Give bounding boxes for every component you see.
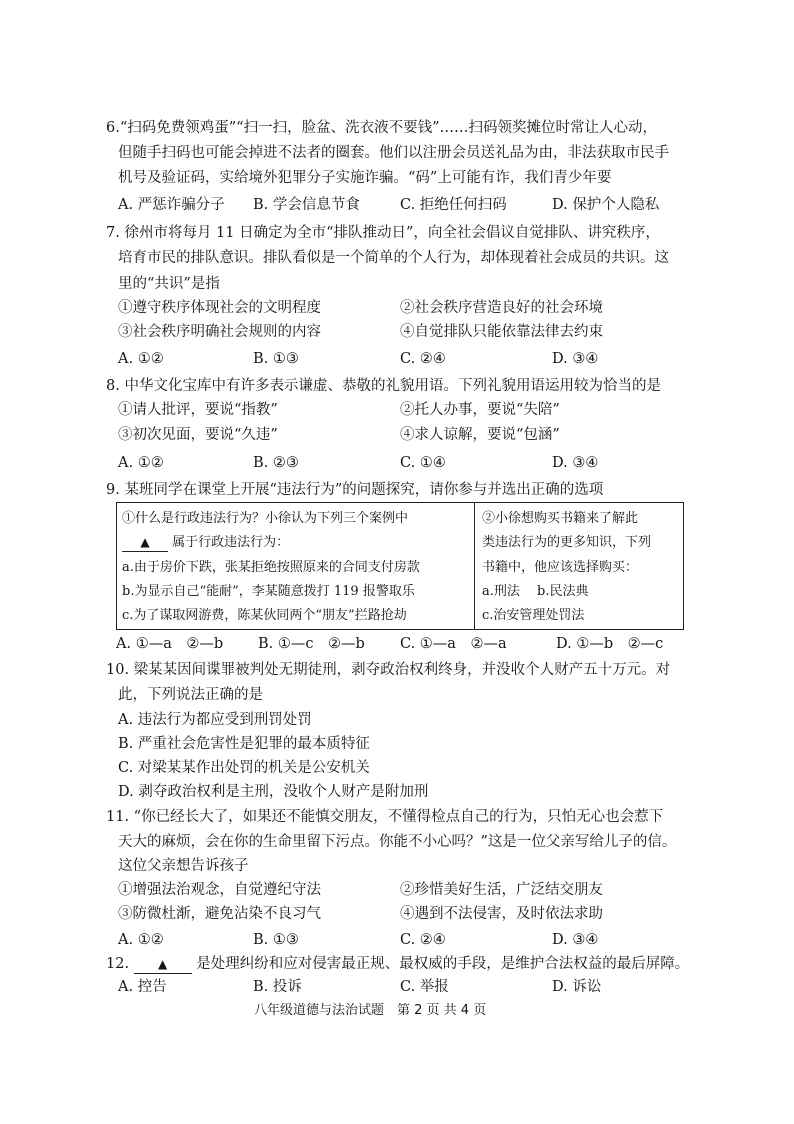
q7-item-2: ②社会秩序营造良好的社会环境 <box>400 300 603 316</box>
q11-item-1: ①增强法治观念，自觉遵纪守法 <box>118 882 321 898</box>
q8-item-1: ①请人批评，要说“指教” <box>118 402 278 418</box>
q6-stem-line3: 机号及验证码，实给境外犯罪分子实施诈骗。“码”上可能有诈，我们青少年要 <box>118 170 612 186</box>
q11-option-c: C. ②④ <box>400 932 446 948</box>
q7-option-c: C. ②④ <box>400 351 446 367</box>
q9-option-b: B. ①—c ②—b <box>258 636 365 652</box>
q9-right-line3: 书籍中，他应该选择购买： <box>482 560 639 575</box>
q8-item-3: ③初次见面，要说“久违” <box>118 427 278 443</box>
q12-stem-text: 是处理纠纷和应对侵害最正规、最权威的手段，是维护合法权益的最后屏障。 <box>196 956 690 972</box>
q12-stem <box>106 953 689 975</box>
q6-stem-line2: 但随手扫码也可能会掉进不法者的圈套。他们以注册会员送礼品为由，非法获取市民手 <box>118 145 669 161</box>
q8-option-c: C. ①④ <box>400 455 446 471</box>
q9-stem-line1: 9. 某班同学在课堂上开展“违法行为”的问题探究，请你参与并选出正确的选项 <box>106 482 604 498</box>
q9-case-a: a.由于房价下跌，张某拒绝按照原来的合同支付房款 <box>122 560 420 575</box>
q12-option-d: D. 诉讼 <box>552 979 602 995</box>
q8-stem-line1: 8. 中华文化宝库中有许多表示谦虚、恭敬的礼貌用语。下列礼貌用语运用较为恰当的是 <box>106 378 661 394</box>
q9-right-line1: ②小徐想购买书籍来了解此 <box>482 511 639 526</box>
q11-item-2: ②珍惜美好生活，广泛结交朋友 <box>400 882 603 898</box>
q12-option-b: B. 投诉 <box>253 979 302 995</box>
q6-stem-line1: 6.“扫码免费领鸡蛋”“扫一扫，脸盆、洗衣液不要钱”……扫码领奖摊位时常让人心动， <box>106 120 657 136</box>
q9-right-line2: 类违法行为的更多知识，下列 <box>482 535 652 550</box>
q11-stem-line2: 天大的麻烦，会在你的生命里留下污点。你能不小心吗？”这是一位父亲写给儿子的信。 <box>118 834 677 850</box>
q9-case-c: c.为了谋取网游费，陈某伙同两个“朋友”拦路抢劫 <box>122 608 407 623</box>
q10-stem-line2: 此，下列说法正确的是 <box>118 687 263 703</box>
q10-option-b: B. 严重社会危害性是犯罪的最本质特征 <box>118 736 370 752</box>
q10-option-a: A. 违法行为都应受到刑罚处罚 <box>118 712 312 728</box>
q9-left-line1: ①什么是行政违法行为？小徐认为下列三个案例中 <box>122 511 409 526</box>
q7-stem-line3: 里的“共识”是指 <box>118 276 220 292</box>
q11-option-a: A. ①② <box>118 932 164 948</box>
q7-item-4: ④自觉排队只能依靠法律去约束 <box>400 324 603 340</box>
q8-option-b: B. ②③ <box>253 455 299 471</box>
q9-option-a: A. ①—a ②—b <box>116 636 224 652</box>
q9-book-c: c.治安管理处罚法 <box>482 608 585 623</box>
q7-option-b: B. ①③ <box>253 351 299 367</box>
q11-item-3: ③防微杜渐，避免沾染不良习气 <box>118 906 321 922</box>
q12-number: 12. <box>106 956 130 972</box>
q6-option-d: D. 保护个人隐私 <box>552 197 660 213</box>
q9-case-b: b.为显示自己“能耐”，李某随意拨打 119 报警取乐 <box>122 584 415 599</box>
q7-stem-line1: 7. 徐州市将每月 11 日确定为全市“排队推动日”，向全社会倡议自觉排队、讲究秩序， <box>106 225 660 241</box>
q8-item-2: ②托人办事，要说“失陪” <box>400 402 560 418</box>
q10-option-c: C. 对梁某某作出处罚的机关是公安机关 <box>118 760 370 776</box>
q11-option-d: D. ③④ <box>552 932 599 948</box>
q6-option-c: C. 拒绝任何扫码 <box>400 197 507 213</box>
q6-option-b: B. 学会信息节食 <box>253 197 360 213</box>
q7-item-1: ①遵守秩序体现社会的文明程度 <box>118 300 321 316</box>
q9-option-d: D. ①—b ②—c <box>556 636 664 652</box>
q11-stem-line1: 11. “你已经长大了，如果还不能慎交朋友，不懂得检点自己的行为，只怕无心也会惹下 <box>106 809 664 825</box>
q9-table-divider <box>474 502 475 629</box>
page-footer: 八年级道德与法治试题 第 2 页 共 4 页 <box>254 1003 487 1018</box>
q8-item-4: ④求人谅解，要说“包涵” <box>400 427 560 443</box>
q11-stem-line3: 这位父亲想告诉孩子 <box>118 858 249 874</box>
q10-stem-line1: 10. 梁某某因间谍罪被判处无期徒刑，剥夺政治权利终身，并没收个人财产五十万元。对 <box>106 662 671 678</box>
q9-option-c: C. ①—a ②—a <box>400 636 507 652</box>
q10-option-d: D. 剥夺政治权利是主刑，没收个人财产是附加刑 <box>118 784 429 800</box>
q7-option-d: D. ③④ <box>552 351 599 367</box>
q9-book-ab: a.刑法 b.民法典 <box>482 584 589 599</box>
q7-stem-line2: 培育市民的排队意识。排队看似是一个简单的个人行为，却体现着社会成员的共识。这 <box>118 250 669 266</box>
q8-option-a: A. ①② <box>118 455 164 471</box>
q12-option-c: C. 举报 <box>400 979 449 995</box>
q12-answer-blank: ▲ <box>134 955 192 974</box>
q6-option-a: A. 严惩诈骗分子 <box>118 197 225 213</box>
q11-option-b: B. ①③ <box>253 932 299 948</box>
q9-left-line2-text: 属于行政违法行为： <box>172 535 290 550</box>
q12-option-a: A. 控告 <box>118 979 167 995</box>
q11-item-4: ④遇到不法侵害，及时依法求助 <box>400 906 603 922</box>
q9-answer-blank: ▲ <box>122 533 168 552</box>
q9-left-line2 <box>122 532 289 554</box>
q8-option-d: D. ③④ <box>552 455 599 471</box>
q7-item-3: ③社会秩序明确社会规则的内容 <box>118 324 321 340</box>
q7-option-a: A. ①② <box>118 351 164 367</box>
